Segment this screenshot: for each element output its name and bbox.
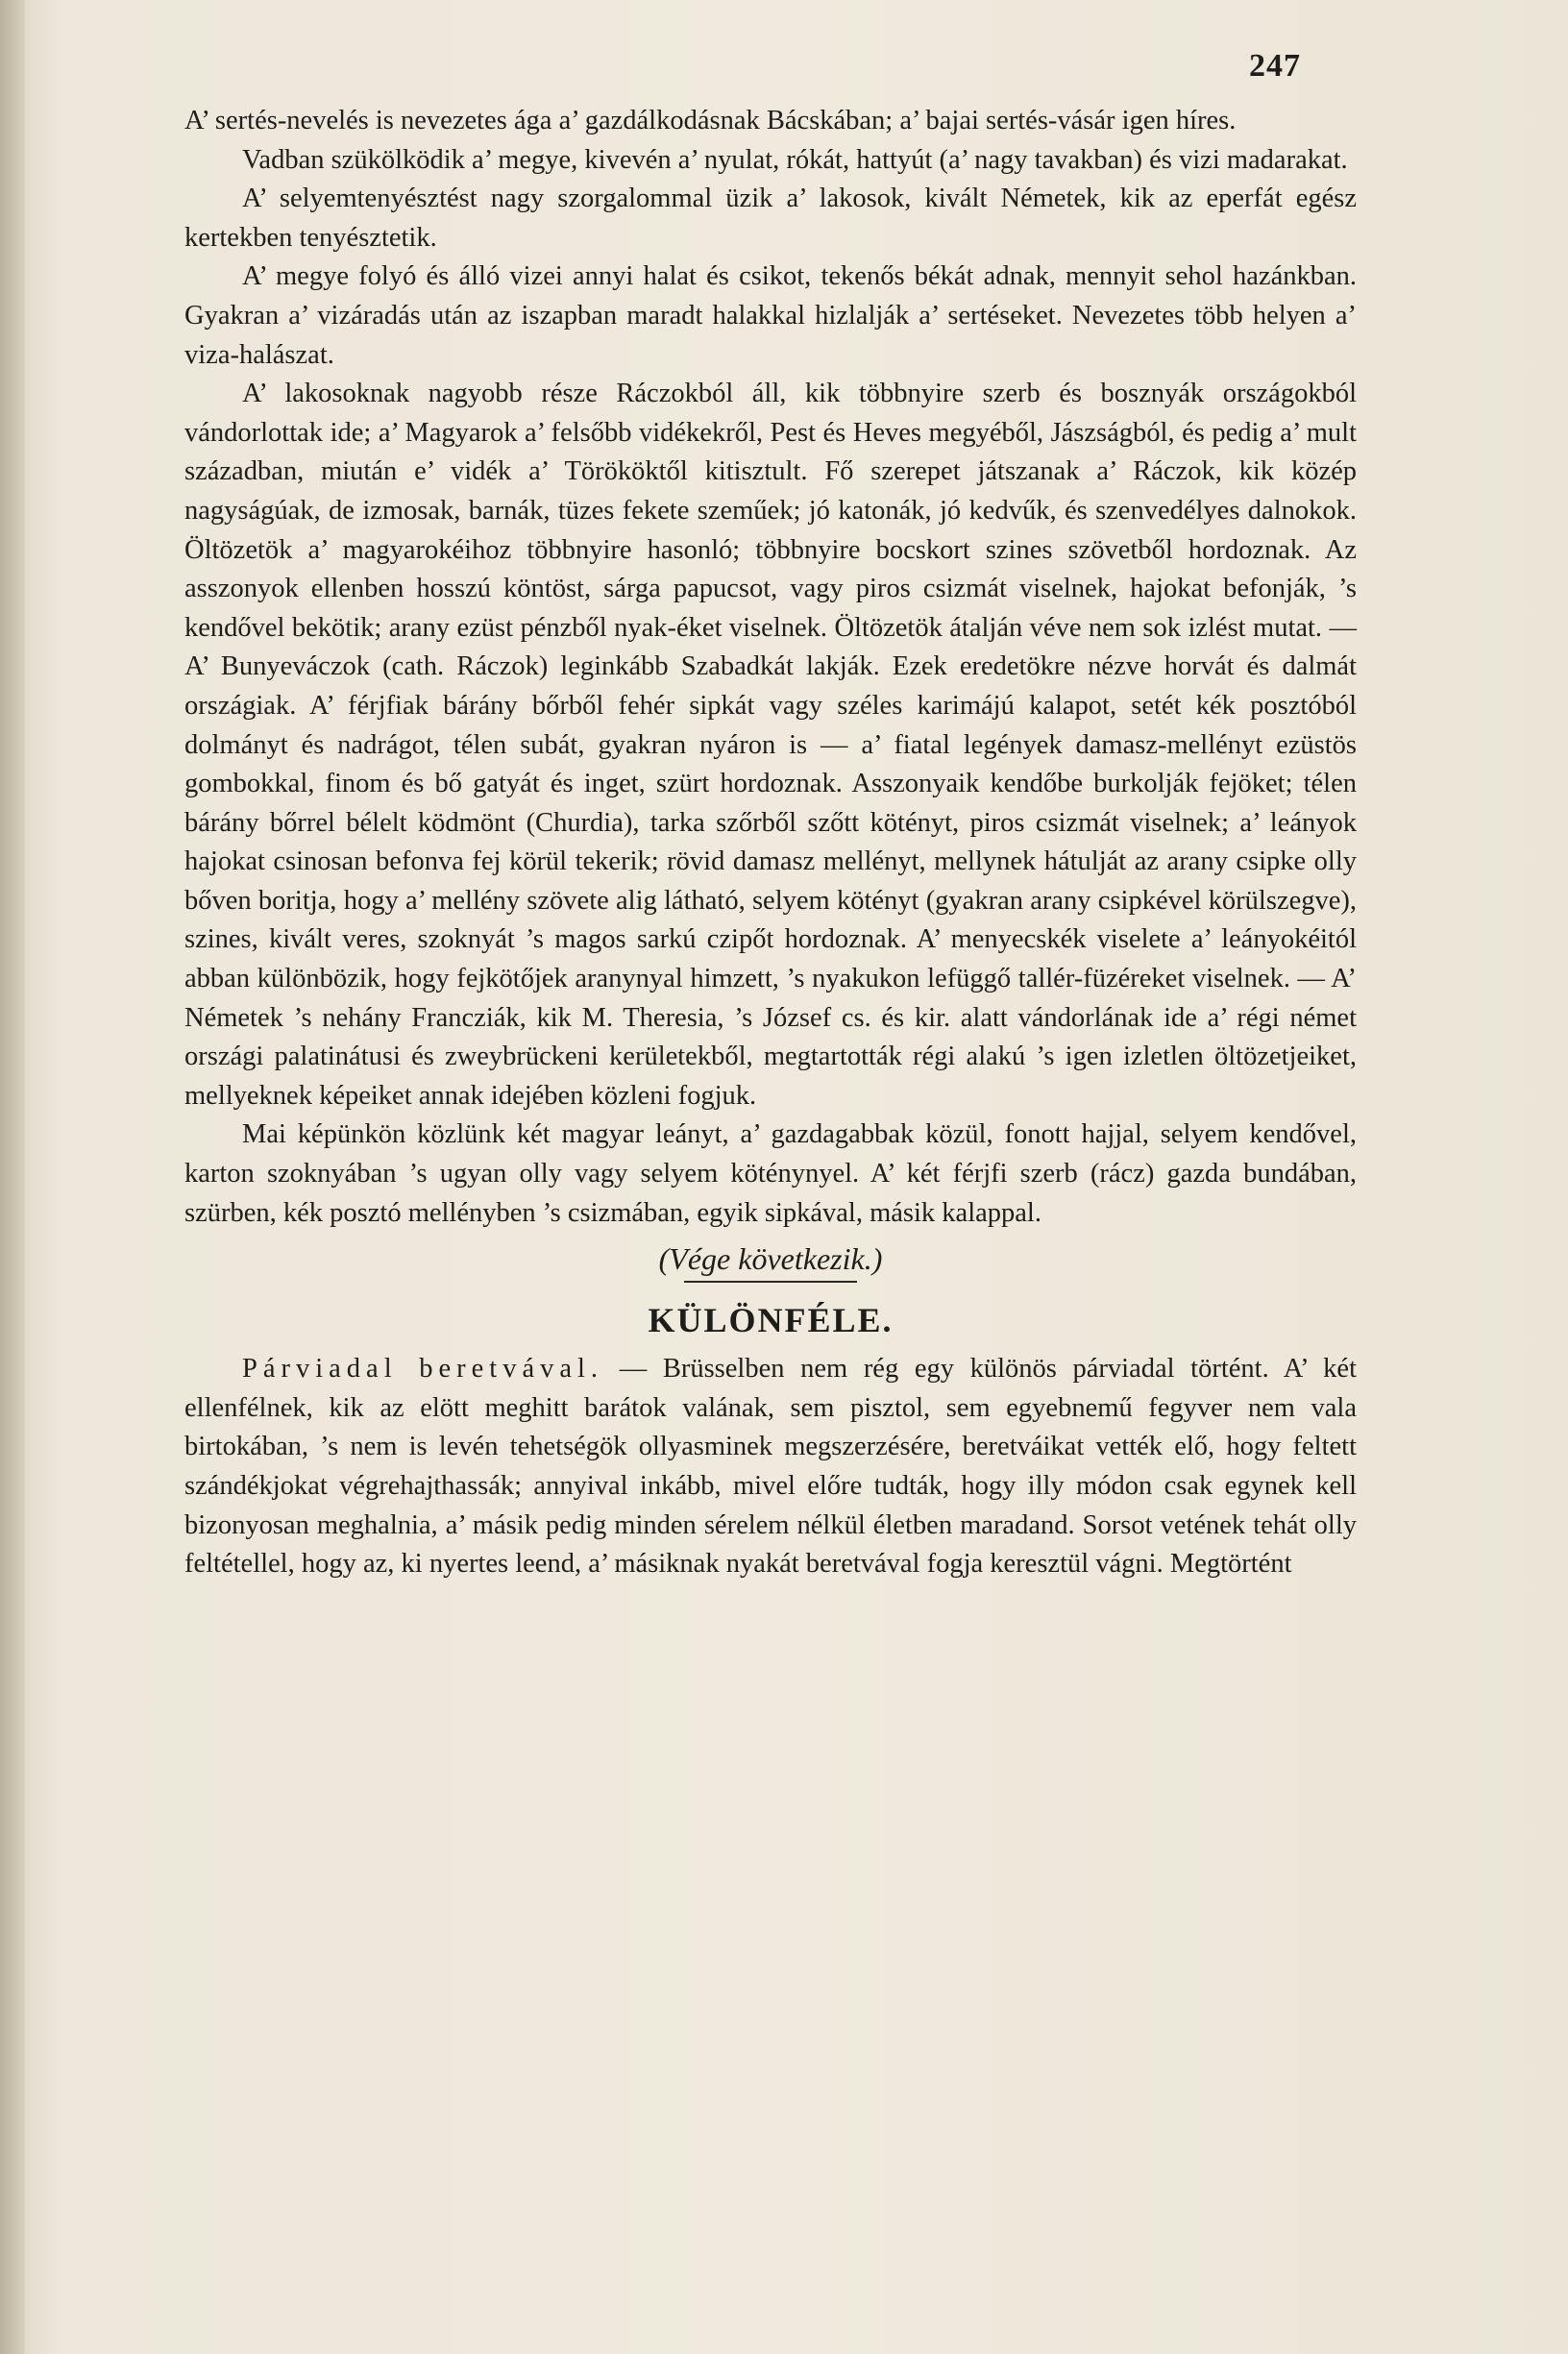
paragraph-2: Vadban szükölködik a’ megye, kivevén a’ nyulat, rókát, hattyút (a’ nagy tavakban) és vizi madarakat. (242, 144, 1348, 175)
book-spine-shadow (0, 0, 25, 2354)
divider-rule (684, 1281, 857, 1283)
paragraph-6: Mai képünkön közlünk két magyar leányt, a’ gazdagabbak közül, fonott hajjal, selyem kendővel, karton szoknyában ’s ugyan olly vagy selyem köténynyel. A’ két férjfi szerb (rácz) gazda bundában, szürben, kék posztó mellényben ’s csizmában, egyik sipkával, másik kalappal. (184, 1119, 1357, 1228)
continuation-note: (Vége következik.) (658, 1241, 883, 1277)
section-title: KÜLÖNFÉLE. (648, 1301, 894, 1340)
main-text (184, 102, 1357, 1584)
paragraph-4: A’ megye folyó és álló vizei annyi halat és csikot, tekenős békát adnak, mennyit sehol hazánkban. Gyakran a’ vizáradás után az iszapban maradt halakkal hizlalják a’ sertéseket. Nevezetes több helyen a’ viza-halászat. (184, 261, 1357, 370)
paragraph-3: A’ selyemtenyésztést nagy szorgalommal üzik a’ lakosok, kivált Németek, kik az eperfát egész kertekben tenyésztetik. (184, 184, 1357, 253)
page-number: 247 (1249, 48, 1301, 84)
article-body: — Brüsselben nem rég egy különös párviadal történt. A’ két ellenfélnek, kik az elött meghitt barátok valának, sem pisztol, sem egyebnemű fegyver nem vala birtokában, ’s nem is levén tehetségök ollyasminek megszerzésére, beretváikat vették elő, hogy feltett szándékjokat végrehajthassák; annyival inkább, mivel előre tudták, hogy illy módon csak egynek kell bizonyosan meghalnia, a’ másik pedig minden sérelem nélkül életben maradand. Sorsot vetének tehát olly feltétellel, hogy az, ki nyertes leend, a’ másiknak nyakát beretvával fogja keresztül vágni. Megtörtént (184, 1354, 1357, 1580)
article-paragraph (184, 1350, 1357, 1584)
paragraph-1: A’ sertés-nevelés is nevezetes ága a’ gazdálkodásnak Bácskában; a’ bajai sertés-vásár igen híres. (184, 106, 1237, 135)
paragraph-5: A’ lakosoknak nagyobb része Ráczokból áll, kik többnyire szerb és bosznyák országokból vándorlottak ide; a’ Magyarok a’ felsőbb vidékekről, Pest és Heves megyéből, Jászságból, és pedig a’ mult században, miután e’ vidék a’ Törököktől kitisztult. Fő szerepet játszanak a’ Ráczok, kik közép nagyságúak, de izmosak, barnák, tüzes fekete szeműek; jó katonák, jó kedvűk, és szenvedélyes dalnokok. Öltözetök a’ magyarokéihoz többnyire hasonló; többnyire bocskort szines szövetből hordoznak. Az asszonyok ellenben hosszú köntöst, sárga papucsot, vagy piros csizmát viselnek, hajokat befonják, ’s kendővel bekötik; arany ezüst pénzből nyak-éket viselnek. Öltözetök átalján véve nem sok izlést mutat. — A’ Bunyeváczok (cath. Ráczok) leginkább Szabadkát lakják. Ezek eredetökre nézve horvát és dalmát országiak. A’ férjfiak bárány bőrből fehér sipkát vagy széles karimájú kalapot, setét kék posztóból dolmányt és nadrágot, télen subát, gyakran nyáron is — a’ fiatal legények damasz-mellényt ezüstös gombokkal, finom és bő gatyát és inget, szürt hordoznak. Asszonyaik kendőbe burkolják fejöket; télen bárány bőrrel bélelt ködmönt (Churdia), tarka szőrből szőtt kötényt, piros csizmát viselnek; a’ leányok hajokat csinosan befonva fej körül tekerik; rövid damasz mellényt, mellynek hátulját az arany csipke olly bőven boritja, hogy a’ mellény szövete alig látható, selyem kötényt (gyakran arany csipkével körülszegve), szines, kivált veres, szoknyát ’s magos sarkú czipőt hordoznak. A’ menyecskék viselete a’ leányokéitól abban különbözik, hogy fejkötőjek aranynyal himzett, ’s nyakukon lefüggő tallér-füzéreket viselnek. — A’ Németek ’s nehány Francziák, kik M. Theresia, ’s József cs. és kir. alatt vándorlának ide a’ régi német országi palatinátusi és zweybrückeni kerületekből, megtartották régi alakú ’s igen izletlen öltözetjeiket, mellyeknek képeiket annak idejében közleni fogjuk. (184, 379, 1357, 1111)
article-heading: Párviadal beretvával. (242, 1354, 604, 1385)
